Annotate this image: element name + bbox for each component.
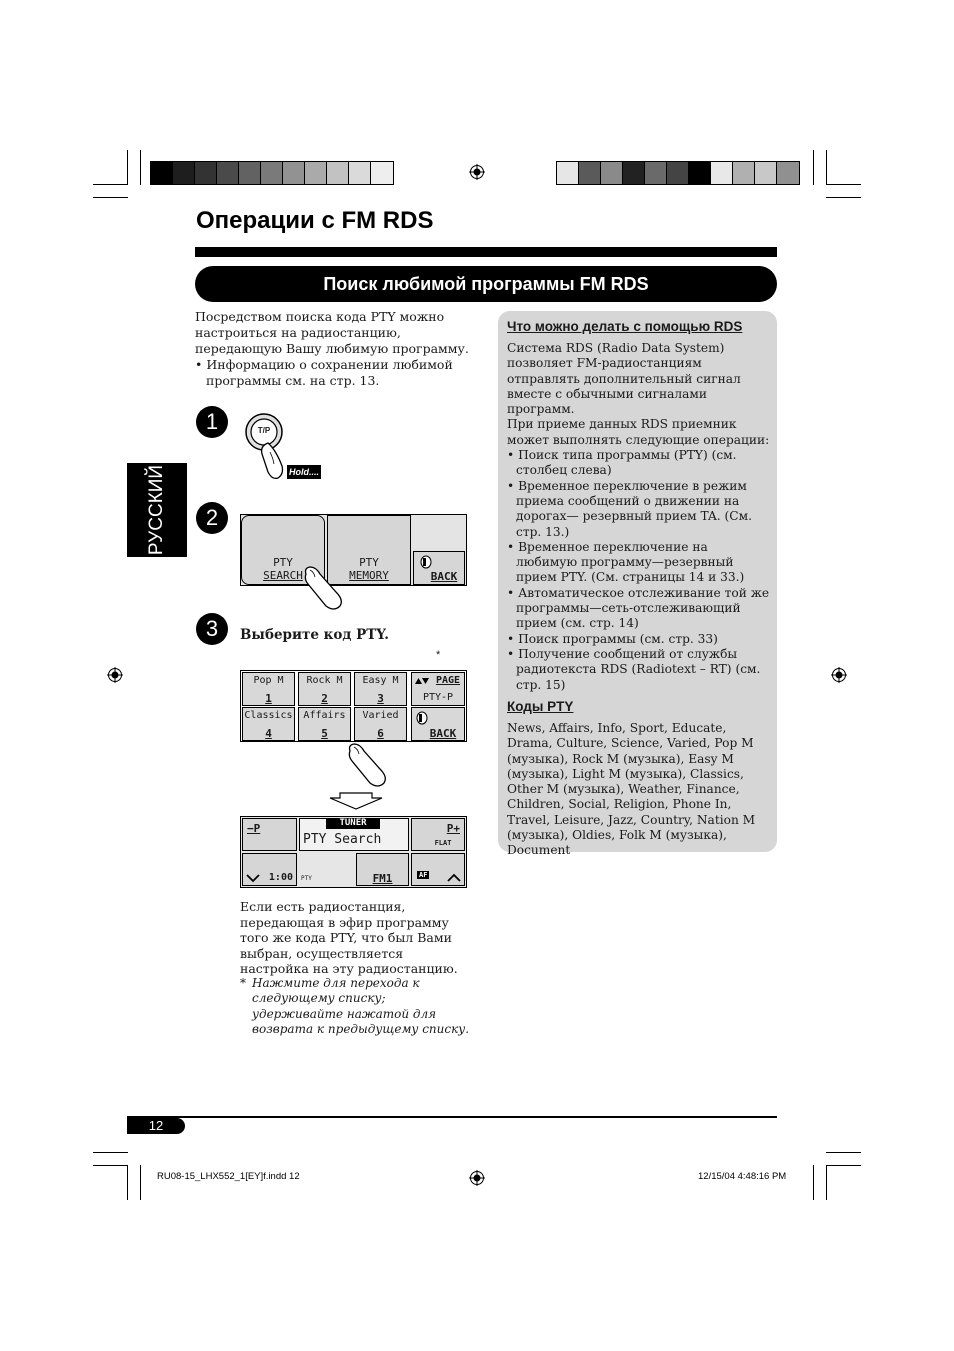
- chevron-down-icon: [246, 873, 260, 883]
- rds-list-item: • Получение сообщений от службы радиотекста RDS (Radiotext – RT) (см. стр. 15): [507, 646, 761, 692]
- footer-rule: [127, 1116, 777, 1118]
- gray-swatch-bar-right: [556, 161, 800, 185]
- up-down-arrows-icon: [415, 677, 429, 685]
- intro-paragraph: Посредством поиска кода PTY можно настроиться на радиостанцию, передающую Вашу любимую программу.: [195, 309, 469, 356]
- pty-code-number: 2: [321, 692, 328, 705]
- intro-bullet: • Информацию о сохранении любимой программы см. на стр. 13.: [195, 357, 453, 388]
- step-number-3: 3: [196, 613, 228, 645]
- hold-label: Hold....: [289, 467, 319, 477]
- section-title: Поиск любимой программы FM RDS: [323, 273, 649, 294]
- crop-mark: [826, 1152, 861, 1153]
- asterisk-marker: *: [436, 649, 441, 661]
- pty-code-button[interactable]: [298, 707, 351, 741]
- pty-code-button[interactable]: [242, 672, 295, 706]
- footnote-mark: *: [240, 976, 246, 990]
- seek-down-button[interactable]: [242, 853, 297, 886]
- crop-mark: [826, 197, 861, 198]
- footnote: [240, 976, 472, 1037]
- source-label: TUNER: [326, 818, 380, 829]
- pty-search-label-2: SEARCH: [263, 569, 303, 582]
- crop-mark: [93, 184, 128, 185]
- rds-heading: Что можно делать с помощью RDS: [507, 319, 743, 334]
- status-text: PTY Search: [303, 832, 382, 847]
- pty-code-button[interactable]: [242, 707, 295, 741]
- plus-p-button[interactable]: [411, 818, 465, 851]
- af-label: AF: [419, 871, 428, 879]
- pty-code-number: 6: [377, 727, 384, 740]
- registration-mark-icon: [107, 667, 123, 683]
- band-button[interactable]: [356, 853, 409, 886]
- crop-mark: [826, 1165, 827, 1200]
- page-label: PAGE: [435, 675, 461, 686]
- section-banner: [195, 266, 777, 302]
- language-tab-label: РУССКИЙ: [146, 464, 167, 556]
- crop-mark: [826, 150, 827, 185]
- pty-code-label: Easy M: [362, 675, 399, 686]
- intro-text: [195, 309, 470, 389]
- plus-p-label: P+: [446, 822, 460, 835]
- crop-mark: [826, 1165, 861, 1166]
- registration-mark-icon: [469, 1170, 485, 1186]
- gray-swatch-bar-left: [150, 161, 394, 185]
- crop-mark: [127, 1165, 128, 1200]
- pty-code-label: Rock M: [306, 675, 343, 686]
- pty-code-label: Pop M: [253, 675, 284, 686]
- knob-icon: [416, 711, 428, 725]
- language-tab: [127, 463, 187, 557]
- tp-button-illustration: [240, 408, 325, 483]
- pty-code-number: 1: [265, 692, 272, 705]
- finger-pointer-icon: [300, 566, 350, 612]
- knob-icon: [420, 555, 432, 569]
- crop-mark: [93, 1152, 128, 1153]
- pty-code-number: 3: [377, 692, 384, 705]
- pty-codes-heading: Коды PTY: [507, 699, 574, 714]
- tuner-display: [240, 816, 467, 888]
- pty-menu-panel: [240, 514, 467, 586]
- back-label: BACK: [430, 570, 458, 583]
- crop-mark: [813, 1165, 814, 1200]
- minus-p-button[interactable]: [242, 818, 297, 851]
- tp-button-label: T/P: [257, 426, 271, 435]
- finger-pointer-icon: [344, 743, 394, 789]
- pty-code-label: Affairs: [303, 710, 346, 721]
- rds-paragraph-2: При приеме данных RDS приемник может выполнять следующие операции:: [507, 417, 770, 447]
- pty-search-label-1: PTY: [273, 556, 293, 569]
- rds-info-sidebar: [498, 311, 777, 858]
- slug-left: RU08-15_LHX552_1[EY]f.indd 12: [157, 1171, 300, 1182]
- pty-memory-label-1: PTY: [359, 556, 379, 569]
- step-number-2: 2: [196, 502, 228, 534]
- pty-code-label: Classics: [244, 710, 293, 721]
- minus-p-label: −P: [247, 822, 261, 835]
- rds-list-item: • Временное переключение в режим приема сообщений о движении на дорогах— резервный прием TA. (См. стр. 13.): [507, 478, 752, 539]
- back-button[interactable]: [411, 707, 465, 741]
- pty-codes-list: News, Affairs, Info, Sport, Educate, Drama, Culture, Science, Varied, Pop M (музыка), Rock M (музыка), Easy M (музыка), Light M (музыка), Classics, Other M (музыка), Weather, Finance, Children, Social, Religion, Phone In, Travel, Leisure, Jazz, Country, Nation M (музыка), Oldies, Folk M (музыка), Document: [507, 721, 756, 858]
- pty-p-label: PTY-P: [422, 692, 454, 703]
- status-window: [299, 818, 409, 851]
- page-number: 12: [127, 1118, 185, 1134]
- pty-indicator: PTY: [301, 875, 312, 882]
- pty-code-button[interactable]: [298, 672, 351, 706]
- time-label: 1:00: [268, 872, 293, 883]
- pty-code-button[interactable]: [354, 707, 407, 741]
- result-text: Если есть радиостанция, передающая в эфир программу того же кода PTY, что был Вами выбран, осуществляется настройка на эту радиостанцию.: [240, 899, 458, 976]
- band-label: FM1: [372, 872, 393, 885]
- crop-mark: [93, 1165, 128, 1166]
- rds-description: [507, 341, 770, 693]
- seek-up-button[interactable]: [411, 853, 465, 886]
- pty-code-grid: [240, 670, 467, 742]
- rds-list-item: • Автоматическое отслеживание той же программы—сеть-отслеживающий прием (см. стр. 14): [507, 585, 770, 631]
- chevron-up-icon: [447, 873, 461, 883]
- crop-mark: [140, 1165, 141, 1200]
- pty-code-label: Varied: [362, 710, 399, 721]
- rds-list-item: • Поиск программы (см. стр. 33): [507, 631, 718, 646]
- pty-code-button[interactable]: [354, 672, 407, 706]
- rds-paragraph-1: Система RDS (Radio Data System) позволяет FM-радиостанциям отправлять дополнительный сигнал вместе с обычными сигналами программ.: [507, 341, 741, 417]
- crop-mark: [140, 150, 141, 185]
- page-button[interactable]: [411, 672, 465, 706]
- registration-mark-icon: [831, 667, 847, 683]
- title-rule: [195, 247, 777, 257]
- crop-mark: [813, 150, 814, 185]
- down-arrow-icon: [328, 792, 384, 810]
- back-label: BACK: [429, 727, 457, 740]
- back-button[interactable]: [413, 551, 465, 585]
- rds-list-item: • Временное переключение на любимую программу—резервный прием PTY. (См. страницы 14 и 33.): [507, 539, 745, 585]
- crop-mark: [93, 197, 128, 198]
- step3-instruction: Выберите код PTY.: [240, 627, 389, 643]
- footnote-text: Нажмите для перехода к следующему списку; удерживайте нажатой для возврата к предыдущему списку.: [252, 976, 470, 1036]
- pty-memory-label-2: MEMORY: [349, 569, 389, 582]
- pty-code-number: 5: [321, 727, 328, 740]
- slug-right: 12/15/04 4:48:16 PM: [698, 1171, 787, 1182]
- registration-mark-icon: [469, 164, 485, 180]
- crop-mark: [826, 184, 861, 185]
- chapter-title: Операции с FM RDS: [196, 207, 434, 234]
- pty-code-number: 4: [265, 727, 272, 740]
- rds-list-item: • Поиск типа программы (PTY) (см. столбец слева): [507, 448, 737, 478]
- flat-label: FLAT: [434, 839, 452, 847]
- step-number-1: 1: [196, 406, 228, 438]
- crop-mark: [127, 150, 128, 185]
